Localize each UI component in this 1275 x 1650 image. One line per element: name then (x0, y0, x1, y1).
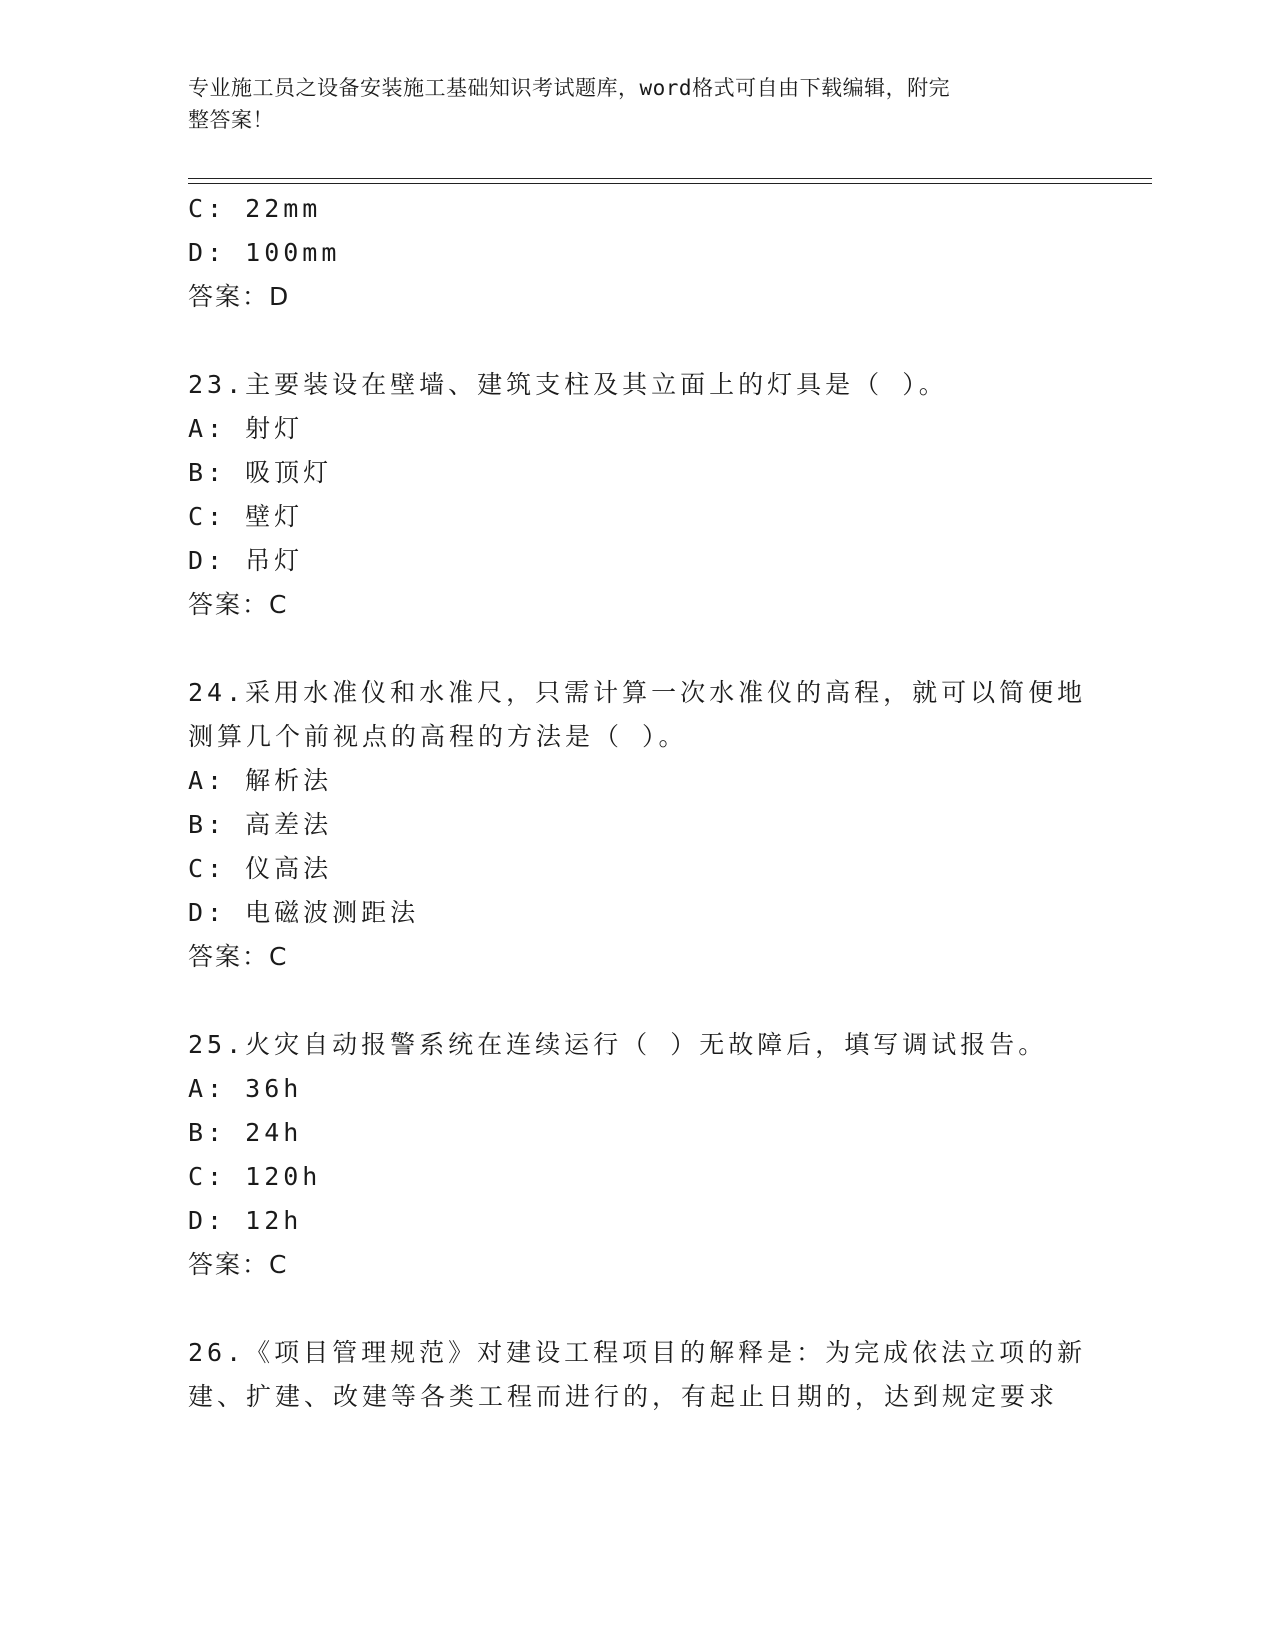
q22-option-d: D: 100mm (188, 238, 341, 267)
header-divider-bottom (188, 183, 1152, 184)
q24-option-c: C: 仪高法 (188, 854, 333, 883)
q25-option-a: A: 36h (188, 1074, 303, 1103)
q24-answer: 答案：C (188, 942, 289, 971)
q25-option-d: D: 12h (188, 1206, 303, 1235)
header-divider-top (188, 178, 1152, 179)
q24-question-line-2: 测算几个前视点的高程的方法是（ ）。 (188, 722, 688, 751)
q23-answer: 答案：C (188, 590, 289, 619)
q23-question: 23.主要装设在壁墙、建筑支柱及其立面上的灯具是（ ）。 (188, 370, 948, 399)
q26-question-line-2: 建、扩建、改建等各类工程而进行的，有起止日期的，达到规定要求 (188, 1382, 1059, 1411)
q26-question-line-1: 26.《项目管理规范》对建设工程项目的解释是：为完成依法立项的新 (188, 1338, 1087, 1367)
q24-question-line-1: 24.采用水准仪和水准尺，只需计算一次水准仪的高程，就可以简便地 (188, 678, 1087, 707)
header-line-1: 专业施工员之设备安装施工基础知识考试题库，word格式可自由下载编辑，附完 (188, 76, 951, 100)
header-line-2: 整答案！ (188, 108, 274, 132)
q22-option-c: C: 22mm (188, 194, 322, 223)
q24-option-b: B: 高差法 (188, 810, 333, 839)
q23-option-a: A: 射灯 (188, 414, 304, 443)
q25-answer: 答案：C (188, 1250, 289, 1279)
q23-option-b: B: 吸顶灯 (188, 458, 333, 487)
q23-option-d: D: 吊灯 (188, 546, 304, 575)
q22-answer: 答案：D (188, 282, 291, 311)
document-header (188, 72, 1068, 136)
q25-option-b: B: 24h (188, 1118, 303, 1147)
q25-option-c: C: 120h (188, 1162, 322, 1191)
q23-option-c: C: 壁灯 (188, 502, 304, 531)
q24-option-a: A: 解析法 (188, 766, 333, 795)
q25-question: 25.火灾自动报警系统在连续运行（ ）无故障后，填写调试报告。 (188, 1030, 1048, 1059)
q24-option-d: D: 电磁波测距法 (188, 898, 420, 927)
